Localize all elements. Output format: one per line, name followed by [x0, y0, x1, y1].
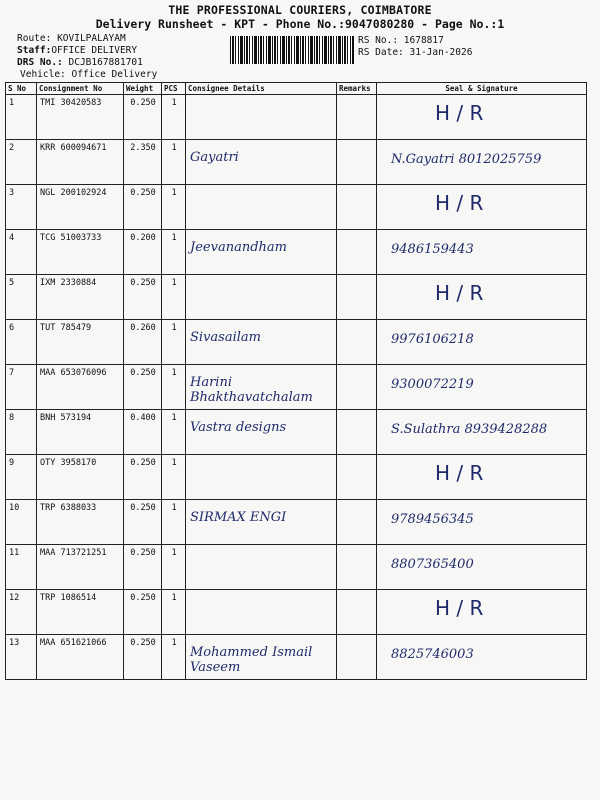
col-weight: Weight [124, 83, 162, 95]
handwritten-hr-mark: H / R [435, 461, 484, 485]
row-pcs: 1 [162, 635, 186, 680]
col-details: Consignee Details [186, 83, 337, 95]
handwritten-signature: S.Sulathra 8939428288 [391, 422, 548, 437]
handwritten-signature: 9486159443 [391, 242, 474, 257]
row-consignee-details [186, 545, 337, 590]
row-remarks [337, 185, 377, 230]
row-sno: 2 [6, 140, 37, 185]
row-weight: 0.250 [124, 365, 162, 410]
row-remarks [337, 410, 377, 455]
row-consignment: TCG 51003733 [37, 230, 124, 275]
row-pcs: 1 [162, 320, 186, 365]
row-pcs: 1 [162, 410, 186, 455]
row-sno: 13 [6, 635, 37, 680]
row-consignee-details [186, 410, 337, 455]
row-consignee-details [186, 230, 337, 275]
row-consignment: TRP 1086514 [37, 590, 124, 635]
handwritten-consignee: SIRMAX ENGI [190, 510, 287, 525]
row-weight: 0.250 [124, 545, 162, 590]
handwritten-signature: 8825746003 [391, 647, 474, 662]
row-consignee-details [186, 95, 337, 140]
table-row [6, 230, 587, 275]
handwritten-signature: 9789456345 [391, 512, 474, 527]
row-pcs: 1 [162, 545, 186, 590]
row-consignee-details [186, 635, 337, 680]
document-title: THE PROFESSIONAL COURIERS, COIMBATORE [168, 3, 432, 17]
col-consignment: Consignment No [37, 83, 124, 95]
table-row [6, 365, 587, 410]
row-remarks [337, 140, 377, 185]
row-consignment: NGL 200102924 [37, 185, 124, 230]
row-weight: 2.350 [124, 140, 162, 185]
row-remarks [337, 455, 377, 500]
handwritten-consignee: Sivasailam [190, 330, 261, 345]
row-consignment: MAA 713721251 [37, 545, 124, 590]
row-consignment: TMI 30420583 [37, 95, 124, 140]
table-row [6, 320, 587, 365]
row-seal-signature [377, 410, 587, 455]
row-sno: 5 [6, 275, 37, 320]
table-row [6, 590, 587, 635]
row-consignee-details [186, 320, 337, 365]
row-pcs: 1 [162, 140, 186, 185]
rs-date-line [358, 47, 472, 59]
row-consignee-details [186, 455, 337, 500]
col-sno: S No [6, 83, 37, 95]
row-pcs: 1 [162, 230, 186, 275]
route-value: KOVILPALAYAM [57, 33, 126, 44]
table-row [6, 95, 587, 140]
row-consignment: IXM 2330884 [37, 275, 124, 320]
handwritten-consignee: Vastra designs [190, 420, 287, 435]
row-consignment: TUT 785479 [37, 320, 124, 365]
handwritten-hr-mark: H / R [435, 101, 484, 125]
row-sno: 8 [6, 410, 37, 455]
handwritten-hr-mark: H / R [435, 191, 484, 215]
handwritten-signature: 8807365400 [391, 557, 474, 572]
table-row [6, 410, 587, 455]
row-consignee-details [186, 590, 337, 635]
row-pcs: 1 [162, 500, 186, 545]
row-seal-signature [377, 545, 587, 590]
row-seal-signature [377, 275, 587, 320]
vehicle-label: Vehicle: [20, 69, 66, 80]
row-consignee-details [186, 365, 337, 410]
row-consignment: BNH 573194 [37, 410, 124, 455]
col-seal: Seal & Signature [377, 83, 587, 95]
row-sno: 11 [6, 545, 37, 590]
col-remarks: Remarks [337, 83, 377, 95]
row-sno: 6 [6, 320, 37, 365]
route-line [17, 33, 126, 45]
row-remarks [337, 635, 377, 680]
handwritten-consignee: Jeevanandham [190, 240, 287, 255]
row-weight: 0.260 [124, 320, 162, 365]
row-consignment: MAA 653076096 [37, 365, 124, 410]
row-consignment: MAA 651621066 [37, 635, 124, 680]
row-sno: 1 [6, 95, 37, 140]
table-row [6, 455, 587, 500]
row-consignee-details [186, 185, 337, 230]
handwritten-consignee: Gayatri [190, 150, 239, 165]
row-remarks [337, 275, 377, 320]
handwritten-signature: N.Gayatri 8012025759 [391, 152, 542, 167]
handwritten-signature: 9976106218 [391, 332, 474, 347]
rs-no-label: RS No.: [358, 35, 399, 46]
row-seal-signature [377, 590, 587, 635]
staff-line [17, 45, 137, 57]
vehicle-value: Office Delivery [71, 69, 158, 80]
row-weight: 0.200 [124, 230, 162, 275]
route-label: Route: [17, 33, 52, 44]
row-consignee-details [186, 500, 337, 545]
row-consignee-details [186, 275, 337, 320]
row-seal-signature [377, 635, 587, 680]
row-seal-signature [377, 230, 587, 275]
row-consignment: OTY 3958170 [37, 455, 124, 500]
rs-no-line [358, 35, 444, 47]
handwritten-signature: 9300072219 [391, 377, 474, 392]
table-row [6, 500, 587, 545]
row-remarks [337, 320, 377, 365]
row-seal-signature [377, 455, 587, 500]
handwritten-consignee: Harini Bhakthavatchalam [190, 375, 313, 405]
row-pcs: 1 [162, 365, 186, 410]
row-sno: 4 [6, 230, 37, 275]
rs-date-value: 31-Jan-2026 [409, 47, 473, 58]
row-sno: 12 [6, 590, 37, 635]
row-weight: 0.400 [124, 410, 162, 455]
col-pcs: PCS [162, 83, 186, 95]
row-sno: 9 [6, 455, 37, 500]
row-remarks [337, 545, 377, 590]
row-weight: 0.250 [124, 500, 162, 545]
barcode [230, 36, 354, 64]
table-row [6, 185, 587, 230]
row-sno: 7 [6, 365, 37, 410]
drs-label: DRS No.: [17, 57, 63, 68]
rs-no-value: 1678817 [403, 35, 444, 46]
table-header-row [6, 83, 587, 95]
row-weight: 0.250 [124, 95, 162, 140]
row-seal-signature [377, 95, 587, 140]
table-row [6, 275, 587, 320]
drs-value: DCJB167881701 [68, 57, 143, 68]
handwritten-hr-mark: H / R [435, 281, 484, 305]
drs-line [17, 57, 143, 69]
rs-date-label: RS Date: [358, 47, 404, 58]
row-weight: 0.250 [124, 590, 162, 635]
row-weight: 0.250 [124, 455, 162, 500]
row-weight: 0.250 [124, 275, 162, 320]
row-consignee-details [186, 140, 337, 185]
row-seal-signature [377, 185, 587, 230]
row-remarks [337, 95, 377, 140]
row-seal-signature [377, 320, 587, 365]
row-seal-signature [377, 365, 587, 410]
runsheet-table [5, 82, 587, 680]
row-sno: 10 [6, 500, 37, 545]
table-row [6, 635, 587, 680]
row-remarks [337, 365, 377, 410]
row-pcs: 1 [162, 455, 186, 500]
table-row [6, 140, 587, 185]
row-remarks [337, 590, 377, 635]
row-pcs: 1 [162, 185, 186, 230]
row-weight: 0.250 [124, 635, 162, 680]
row-consignment: TRP 6388033 [37, 500, 124, 545]
row-consignment: KRR 600094671 [37, 140, 124, 185]
row-sno: 3 [6, 185, 37, 230]
row-remarks [337, 230, 377, 275]
staff-value: OFFICE DELIVERY [51, 45, 138, 56]
row-seal-signature [377, 140, 587, 185]
row-remarks [337, 500, 377, 545]
handwritten-consignee: Mohammed Ismail Vaseem [190, 645, 313, 675]
row-weight: 0.250 [124, 185, 162, 230]
document-subtitle: Delivery Runsheet - KPT - Phone No.:9047080280 - Page No.:1 [95, 17, 505, 31]
table-body [6, 95, 587, 680]
vehicle-line [20, 69, 157, 81]
handwritten-hr-mark: H / R [435, 596, 484, 620]
row-pcs: 1 [162, 275, 186, 320]
row-pcs: 1 [162, 590, 186, 635]
table-row [6, 545, 587, 590]
staff-label: Staff: [17, 45, 52, 56]
row-seal-signature [377, 500, 587, 545]
row-pcs: 1 [162, 95, 186, 140]
